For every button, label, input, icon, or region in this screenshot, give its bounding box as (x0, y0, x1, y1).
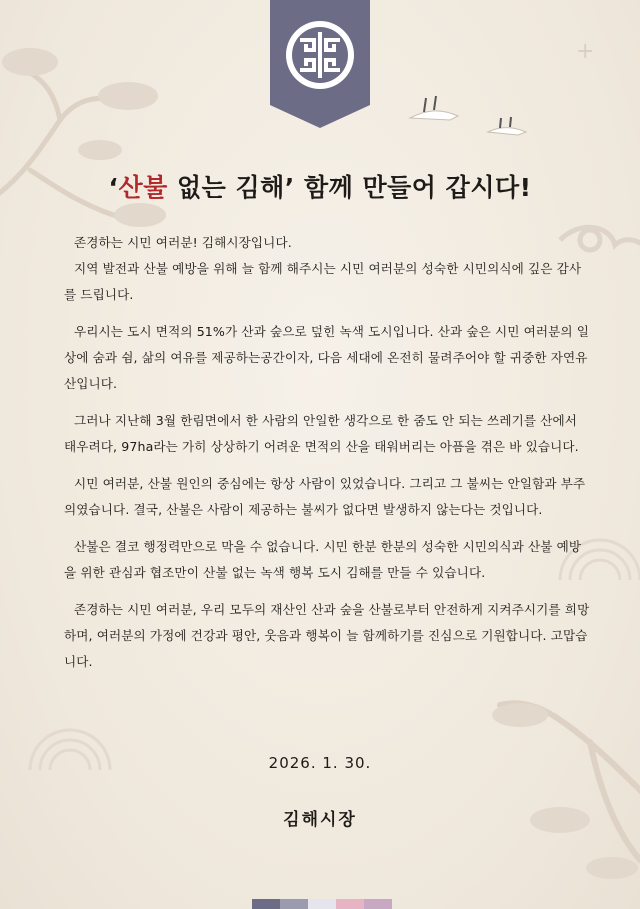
title-open-quote: ‘ (108, 173, 119, 202)
swatch (336, 899, 364, 909)
traditional-emblem-icon (270, 0, 370, 128)
letter-body (64, 230, 590, 686)
color-swatch-strip (252, 899, 392, 909)
letter-date: 2026. 1. 30. (268, 754, 372, 772)
letter-paragraph: 산불은 결코 행정력만으로 막을 수 없습니다. 시민 한분 한분의 성숙한 시민의식과 산불 예방을 위한 관심과 협조만이 산불 없는 녹색 행복 도시 김해를 만들 수 있습니다. (64, 539, 582, 580)
letter-paragraph: 존경하는 시민 여러분! 김해시장입니다. (74, 235, 292, 250)
letter-paragraph: 우리시는 도시 면적의 51%가 산과 숲으로 덮힌 녹색 도시입니다. 산과 숲은 시민 여러분의 일상에 숨과 쉼, 삶의 여유를 제공하는공간이자, 다음 세대에 온전히 물려주어야 할 귀중한 자연유산입니다. (64, 324, 590, 391)
swatch (364, 899, 392, 909)
letter-paragraph: 존경하는 시민 여러분, 우리 모두의 재산인 산과 숲을 산불로부터 안전하게 지켜주시기를 희망하며, 여러분의 가정에 건강과 평안, 웃음과 행복이 늘 함께하기를 진심으로 기원합니다. 고맙습니다. (64, 602, 590, 669)
letter-paragraph: 지역 발전과 산불 예방을 위해 늘 함께 해주시는 시민 여러분의 성숙한 시민의식에 깊은 감사를 드립니다. (64, 261, 582, 302)
signature: 김해시장 (283, 810, 357, 830)
swatch (252, 899, 280, 909)
svg-text:+: + (576, 39, 595, 64)
swatch (280, 899, 308, 909)
title-accent: 산불 (118, 173, 168, 202)
letter-paragraph: 그러나 지난해 3월 한림면에서 한 사람의 안일한 생각으로 한 줌도 안 되는 쓰레기를 산에서 태우려다, 97ha라는 가히 상상하기 어려운 면적의 산을 태워버리는 아픔을 겪은 바 있습니다. (64, 413, 579, 454)
swatch (308, 899, 336, 909)
title-rest: 없는 김해’ 함께 만들어 갑시다! (167, 173, 532, 202)
letter-title (0, 168, 640, 204)
crane-icon (410, 96, 526, 135)
letter-paragraph: 시민 여러분, 산불 원인의 중심에는 항상 사람이 있었습니다. 그리고 그 불씨는 안일함과 부주의였습니다. 결국, 산불은 사람이 제공하는 불씨가 없다면 발생하지 않는다는 것입니다. (64, 476, 586, 517)
